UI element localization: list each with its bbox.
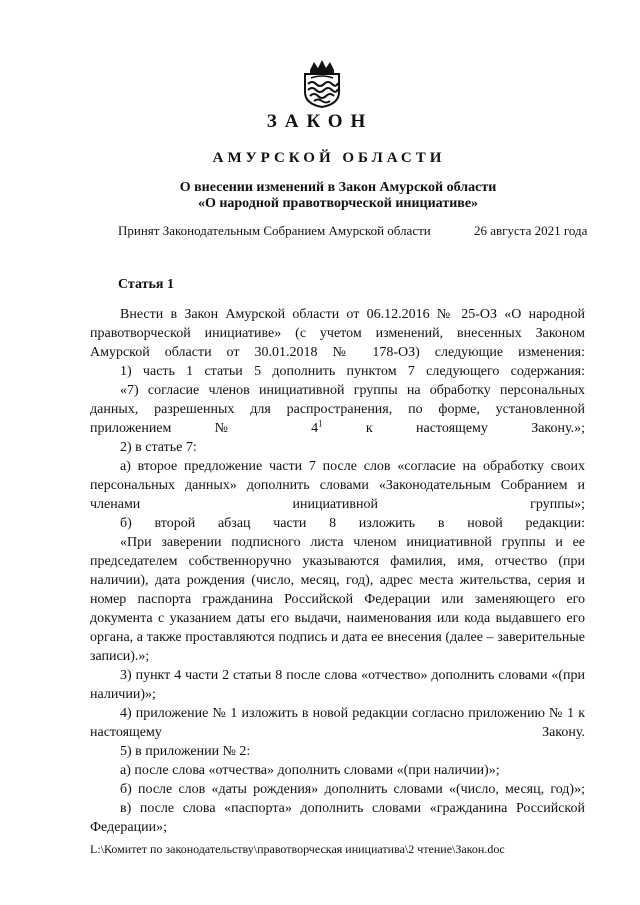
file-path-footer: L:\Комитет по законодательству\правотворческая инициатива\2 чтение\Закон.doc — [90, 842, 505, 856]
paragraph-item-1: 1) часть 1 статьи 5 дополнить пунктом 7 следующего содержания: — [120, 364, 585, 379]
amur-region-emblem-icon — [302, 56, 342, 108]
paragraph-item-5: 5) в приложении № 2: — [120, 744, 251, 759]
quote-text: «7) согласие членов инициативной группы на обработку персональных данных, разрешенных для распространения, по форме, установленной приложением № 4 — [90, 383, 585, 436]
quote-end: к настоящему Закону.»; — [322, 421, 585, 436]
law-subtitle — [0, 180, 640, 212]
paragraph-item-3: 3) пункт 4 части 2 статьи 8 после слова «отчество» дополнить словами «(при наличии)»; — [90, 668, 585, 702]
superscript: 1 — [318, 418, 323, 429]
paragraph-item-2a: а) второе предложение части 7 после слов «согласие на обработку своих персональных данных» дополнить словами «Законодательным Собранием и членами инициативной группы»; — [90, 459, 585, 512]
adopted-by-text: Принят Законодательным Собранием Амурской области — [118, 223, 431, 238]
subtitle-line-2: «О народной правотворческой инициативе» — [197, 196, 479, 211]
subtitle-line-1: О внесении изменений в Закон Амурской области — [179, 180, 497, 195]
article-title: Статья 1 — [118, 277, 174, 292]
paragraph-quote-certification: «При заверении подписного листа членом инициативной группы и ее председателем собственноручно указываются фамилия, имя, отчество (при наличии), дата рождения (число, месяц, год), адрес места жительства, серия и номер паспорта гражданина Российской Федерации или заменяющего его документа с указанием даты его выдачи, наименования или кода выдавшего его органа, а также проставляются подпись и дата ее внесения (далее – заверительные записи).»; — [90, 535, 585, 664]
paragraph-item-5a: а) после слова «отчества» дополнить словами «(при наличии)»; — [120, 763, 500, 778]
paragraph-item-2: 2) в статье 7: — [120, 440, 197, 455]
paragraph-intro: Внести в Закон Амурской области от 06.12.2016 № 25-ОЗ «О народной правотворческой инициативе» (с учетом изменений, внесенных Законом Амурской области от 30.01.2018 № 178-ОЗ) следующие изменения: — [90, 307, 585, 360]
paragraph-item-5c: в) после слова «паспорта» дополнить словами «гражданина Российской Федерации»; — [90, 801, 585, 835]
adopted-date: 26 августа 2021 года — [474, 223, 588, 238]
paragraph-item-2b: б) второй абзац части 8 изложить в новой редакции: — [120, 516, 585, 531]
region-title: АМУРСКОЙ ОБЛАСТИ — [212, 150, 446, 166]
paragraph-item-4: 4) приложение № 1 изложить в новой редакции согласно приложению № 1 к настоящему Закону. — [90, 706, 585, 740]
paragraph-item-7-quote — [90, 381, 585, 438]
document-type-title: ЗАКОН — [266, 111, 374, 132]
paragraph-item-5b: б) после слов «даты рождения» дополнить словами «(число, месяц, год)»; — [120, 782, 585, 797]
amendment-paragraphs-top — [90, 305, 585, 837]
